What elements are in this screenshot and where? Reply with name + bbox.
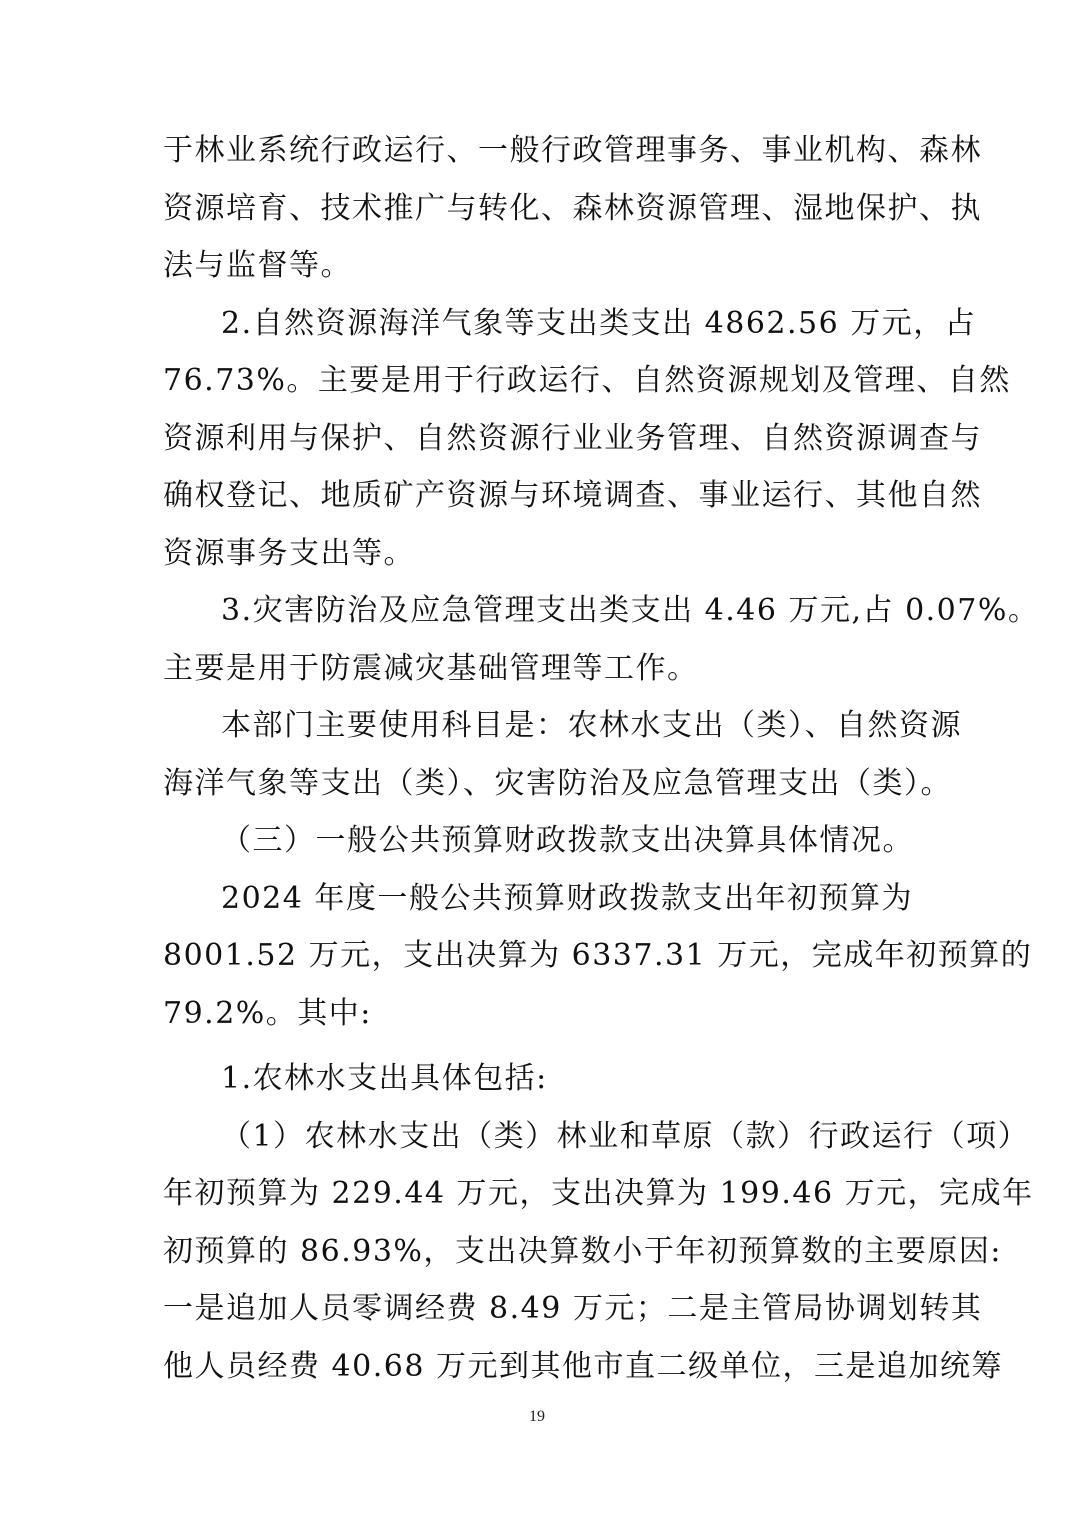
text-line: 8001.52 万元，支出决算为 6337.31 万元，完成年初预算的 bbox=[163, 938, 1033, 973]
text-line: 资源事务支出等。 bbox=[163, 535, 415, 571]
text-line: 确权登记、地质矿产资源与环境调查、事业运行、其他自然 bbox=[163, 478, 982, 513]
body-text bbox=[163, 122, 1040, 1395]
text-line: 资源培育、技术推广与转化、森林资源管理、湿地保护、执 bbox=[163, 190, 982, 226]
text-line: 1.农林水支出具体包括: bbox=[221, 1061, 548, 1096]
text-line: 初预算的 86.93%，支出决算数小于年初预算数的主要原因: bbox=[163, 1233, 1003, 1269]
text-line: 主要是用于防震减灾基础管理等工作。 bbox=[163, 650, 699, 686]
section-heading: （三）一般公共预算财政拨款支出决算具体情况。 bbox=[221, 823, 914, 858]
text-line: 于林业系统行政运行、一般行政管理事务、事业机构、森林 bbox=[163, 133, 982, 168]
text-line: 他人员经费 40.68 万元到其他市直二级单位，三是追加统筹 bbox=[163, 1348, 1003, 1384]
text-line: 2.自然资源海洋气象等支出类支出 4862.56 万元，占 bbox=[221, 305, 977, 341]
text-line: 海洋气象等支出（类）、灾害防治及应急管理支出（类）。 bbox=[163, 765, 952, 801]
text-line: 本部门主要使用科目是：农林水支出（类）、自然资源 bbox=[221, 708, 962, 743]
text-line: 法与监督等。 bbox=[163, 248, 352, 283]
page-number: 19 bbox=[529, 1408, 545, 1425]
text-line: 79.2%。其中: bbox=[163, 995, 372, 1031]
text-line: 年初预算为 229.44 万元，支出决算为 199.46 万元，完成年 bbox=[163, 1176, 1034, 1211]
text-line: 资源利用与保护、自然资源行业业务管理、自然资源调查与 bbox=[163, 420, 982, 456]
text-line: 3.灾害防治及应急管理支出类支出 4.46 万元,占 0.07%。 bbox=[221, 593, 1040, 628]
text-line: 一是追加人员零调经费 8.49 万元；二是主管局协调划转其 bbox=[163, 1291, 983, 1326]
text-line: 76.73%。主要是用于行政运行、自然资源规划及管理、自然 bbox=[163, 363, 1011, 398]
text-line: （1）农林水支出（类）林业和草原（款）行政运行（项） bbox=[221, 1118, 1030, 1154]
text-line: 2024 年度一般公共预算财政拨款支出年初预算为 bbox=[221, 880, 913, 916]
